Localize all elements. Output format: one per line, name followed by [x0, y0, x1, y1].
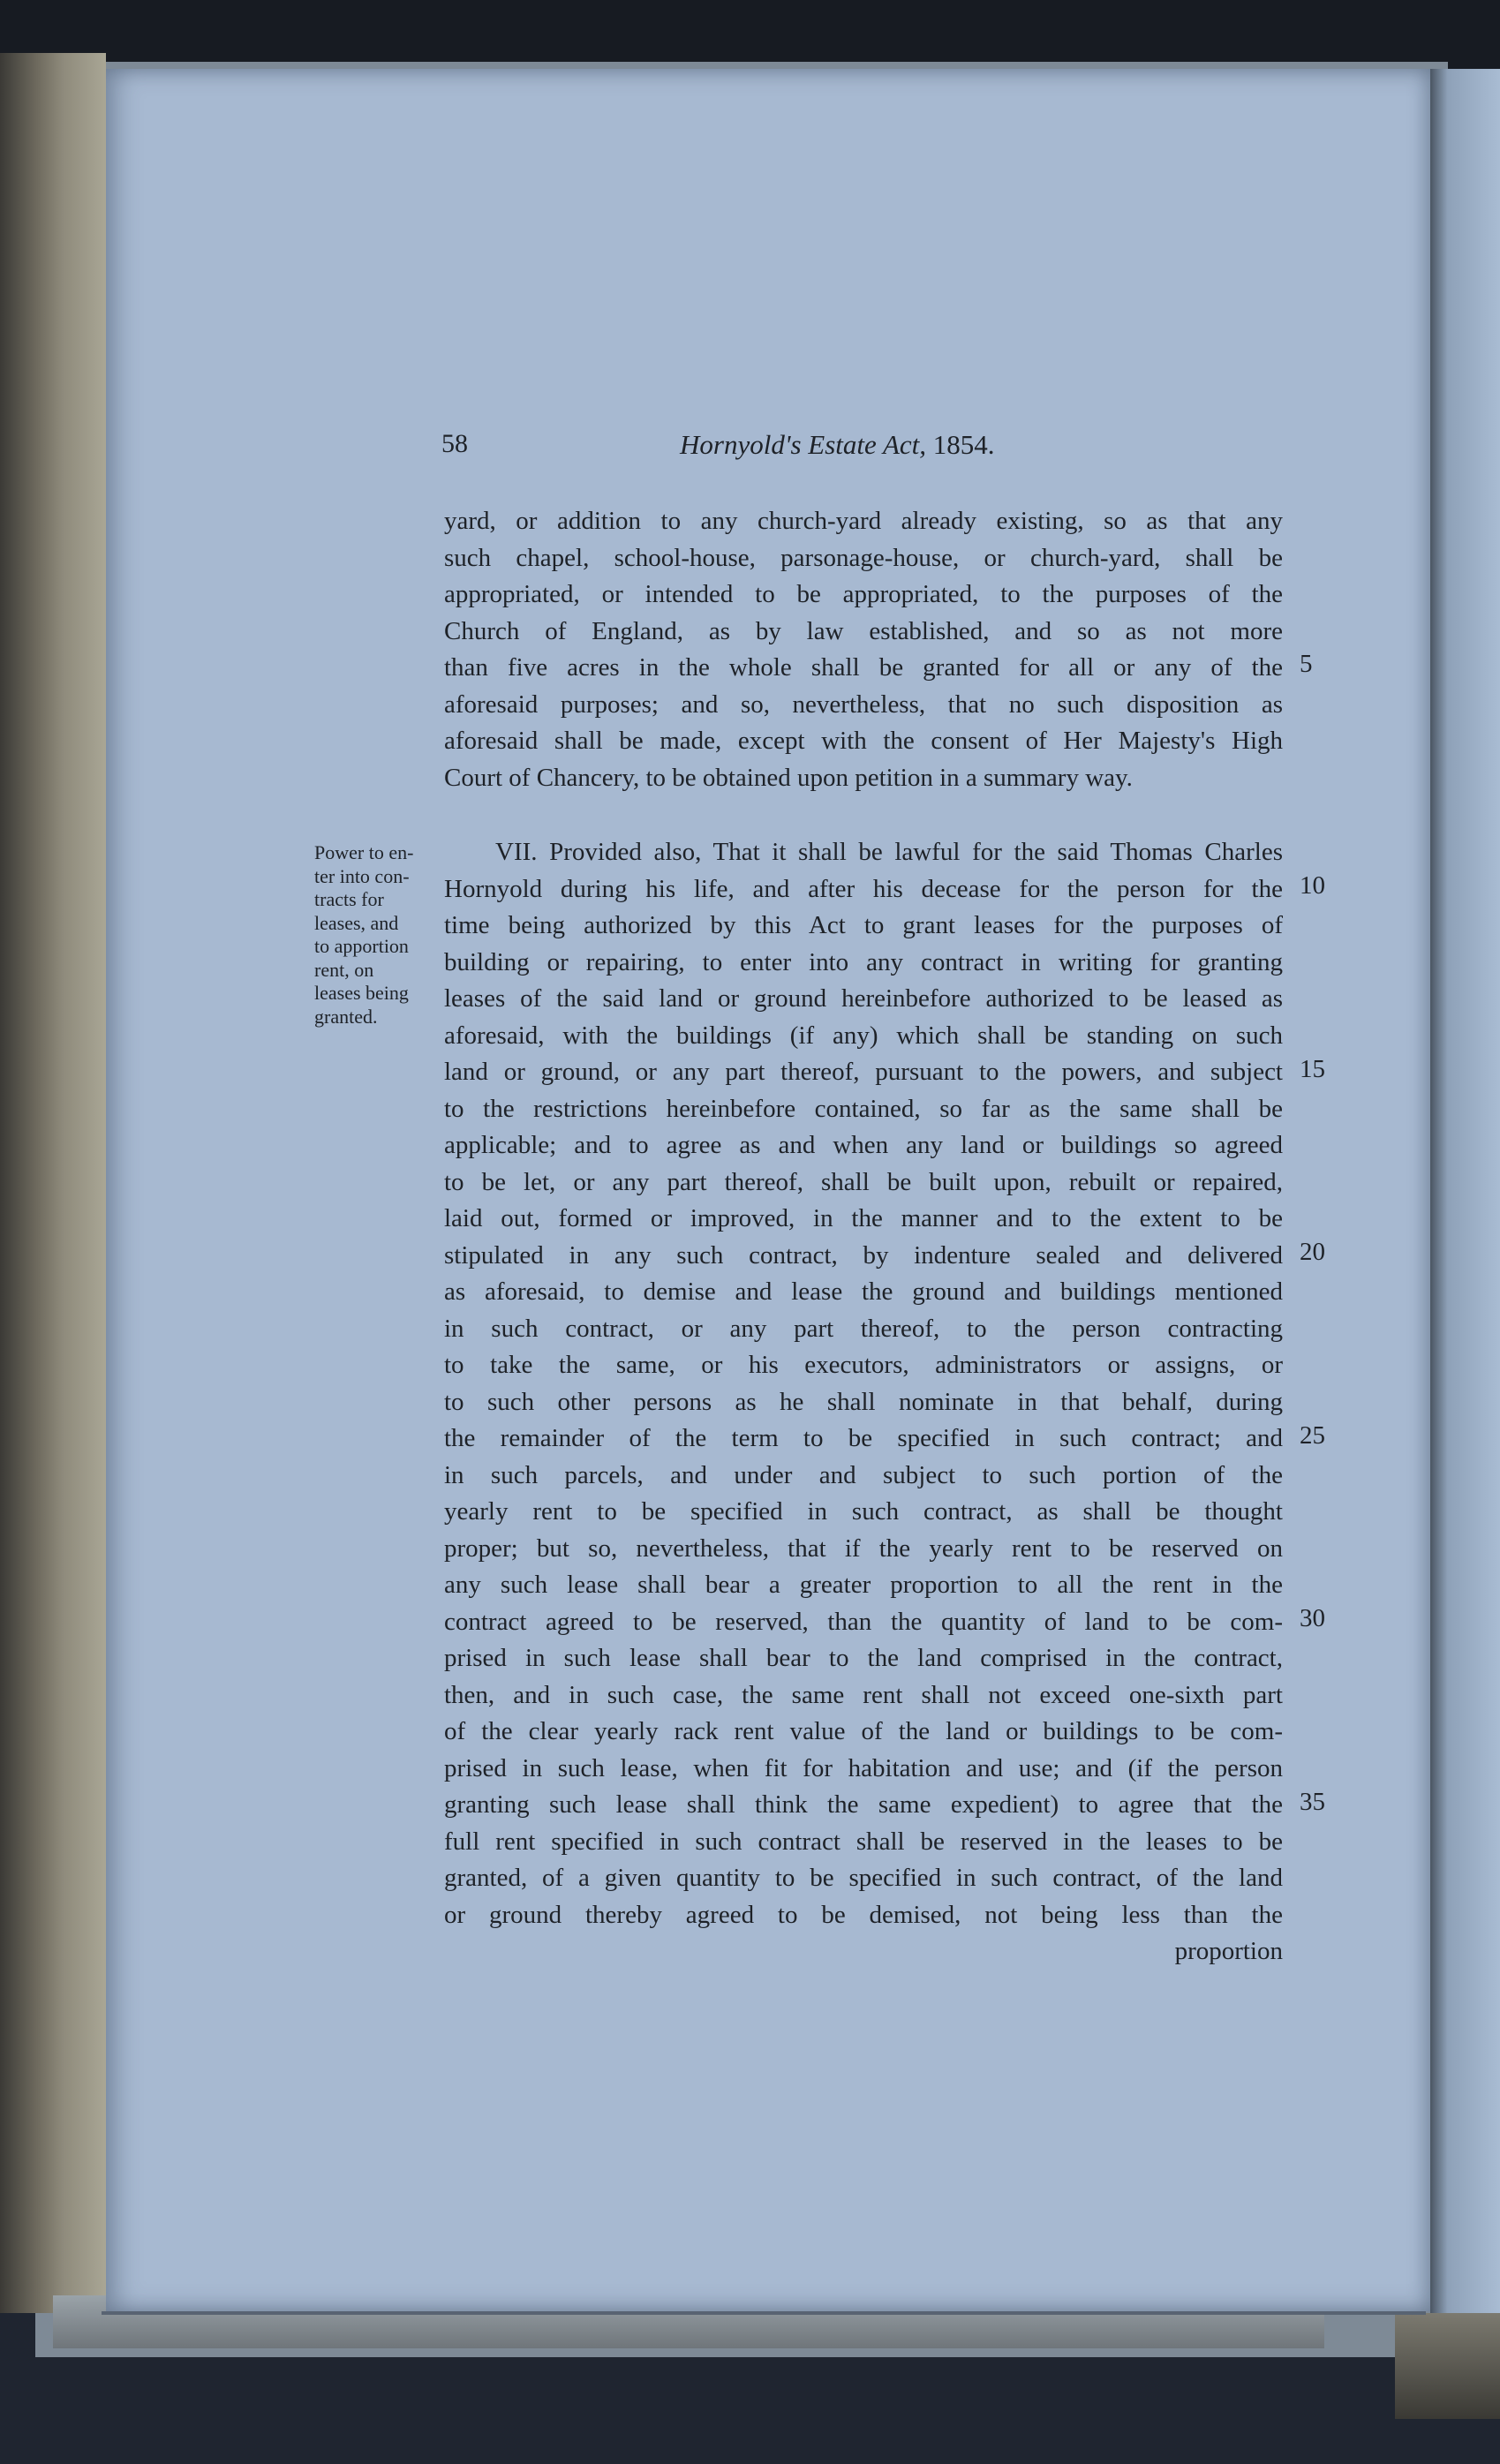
text-line: applicable; and to agree as and when any land or buildings so agreed	[444, 1131, 1283, 1159]
text-line: VII. Provided also, That it shall be lawful for the said Thomas Charles	[495, 838, 1283, 866]
marginal-note-line: Power to en-	[314, 841, 414, 863]
text-line: to be let, or any part thereof, shall be built upon, rebuilt or repaired,	[444, 1167, 1283, 1196]
marginal-note-line: to apportion	[314, 935, 409, 957]
marginal-note-line: granted.	[314, 1005, 378, 1028]
facing-page-foot	[1395, 2313, 1500, 2419]
running-header	[441, 429, 1280, 464]
text-line: to the restrictions hereinbefore contained, so far as the same shall be	[444, 1094, 1283, 1123]
text-line: appropriated, or intended to be appropriated, to the purposes of the	[444, 580, 1283, 608]
marginal-note-line: tracts for	[314, 888, 384, 910]
text-line: yearly rent to be specified in such contract, as shall be thought	[444, 1497, 1283, 1526]
text-line: the remainder of the term to be specified in such contract; and	[444, 1424, 1283, 1452]
text-line: leases of the said land or ground hereinbefore authorized to be leased as	[444, 984, 1283, 1013]
section-vii-paragraph	[444, 834, 1283, 1970]
text-line: time being authorized by this Act to grant leases for the purposes of	[444, 911, 1283, 939]
text-line: than five acres in the whole shall be granted for all or any of the	[444, 653, 1283, 682]
line-number-5: 5	[1300, 650, 1313, 678]
text-line: in such contract, or any part thereof, to the person contracting	[444, 1314, 1283, 1343]
marginal-note-line: leases being	[314, 982, 409, 1004]
marginal-note	[314, 841, 429, 1029]
running-title	[680, 429, 995, 461]
text-line: of the clear yearly rack rent value of the land or buildings to be com-	[444, 1717, 1283, 1745]
text-line: Hornyold during his life, and after his decease for the person for the	[444, 874, 1283, 903]
text-line: granted, of a given quantity to be specified in such contract, of the land	[444, 1864, 1283, 1892]
text-line: land or ground, or any part thereof, pursuant to the powers, and subject	[444, 1058, 1283, 1086]
page-number: 58	[441, 429, 468, 458]
text-line: Court of Chancery, to be obtained upon petition in a summary way.	[444, 763, 1133, 792]
marginal-note-line: leases, and	[314, 911, 399, 934]
text-line: aforesaid, with the buildings (if any) which shall be standing on such	[444, 1021, 1283, 1050]
act-title: Hornyold's Estate Act,	[680, 429, 926, 460]
line-number-30: 30	[1300, 1604, 1325, 1632]
text-line: then, and in such case, the same rent shall not exceed one-sixth part	[444, 1680, 1283, 1709]
text-line: in such parcels, and under and subject to such portion of the	[444, 1460, 1283, 1489]
text-line: full rent specified in such contract shall be reserved in the leases to be	[444, 1827, 1283, 1856]
book-cover-left	[0, 53, 106, 2313]
text-line: prised in such lease, when fit for habitation and use; and (if the person	[444, 1753, 1283, 1782]
line-number-20: 20	[1300, 1238, 1325, 1266]
paragraph-continued	[444, 503, 1283, 796]
text-line: laid out, formed or improved, in the manner and to the extent to be	[444, 1204, 1283, 1232]
text-line: granting such lease shall think the same expedient) to agree that the	[444, 1790, 1283, 1819]
line-number-35: 35	[1300, 1788, 1325, 1816]
text-line: Church of England, as by law established, and so as not more	[444, 616, 1283, 645]
catchword: proportion	[1174, 1937, 1283, 1965]
facing-page-edge	[1430, 69, 1500, 2329]
marginal-note-line: ter into con-	[314, 864, 410, 887]
line-number-10: 10	[1300, 871, 1325, 900]
text-line: contract agreed to be reserved, than the quantity of land to be com-	[444, 1607, 1283, 1636]
act-year: 1854.	[932, 429, 995, 460]
text-line: aforesaid purposes; and so, nevertheless, that no such disposition as	[444, 689, 1283, 719]
text-line: to such other persons as he shall nominate in that behalf, during	[444, 1387, 1283, 1416]
text-line: building or repairing, to enter into any contract in writing for granting	[444, 947, 1283, 976]
text-line: aforesaid shall be made, except with the consent of Her Majesty's High	[444, 727, 1283, 755]
line-number-25: 25	[1300, 1421, 1325, 1450]
text-line: as aforesaid, to demise and lease the ground and buildings mentioned	[444, 1277, 1283, 1306]
page-fold-line	[102, 2311, 1426, 2315]
scan-background-top	[0, 0, 1500, 69]
text-line: to take the same, or his executors, administrators or assigns, or	[444, 1351, 1283, 1379]
text-line: proper; but so, nevertheless, that if the yearly rent to be reserved on	[444, 1533, 1283, 1563]
text-line: such chapel, school-house, parsonage-house, or church-yard, shall be	[444, 543, 1283, 572]
text-line: prised in such lease shall bear to the land comprised in the contract,	[444, 1644, 1283, 1672]
line-number-15: 15	[1300, 1055, 1325, 1083]
text-line: any such lease shall bear a greater proportion to all the rent in the	[444, 1571, 1283, 1599]
text-line: stipulated in any such contract, by indenture sealed and delivered	[444, 1240, 1283, 1270]
text-line: or ground thereby agreed to be demised, not being less than the	[444, 1900, 1283, 1929]
text-line: yard, or addition to any church-yard already existing, so as that any	[444, 507, 1283, 535]
marginal-note-line: rent, on	[314, 958, 374, 981]
